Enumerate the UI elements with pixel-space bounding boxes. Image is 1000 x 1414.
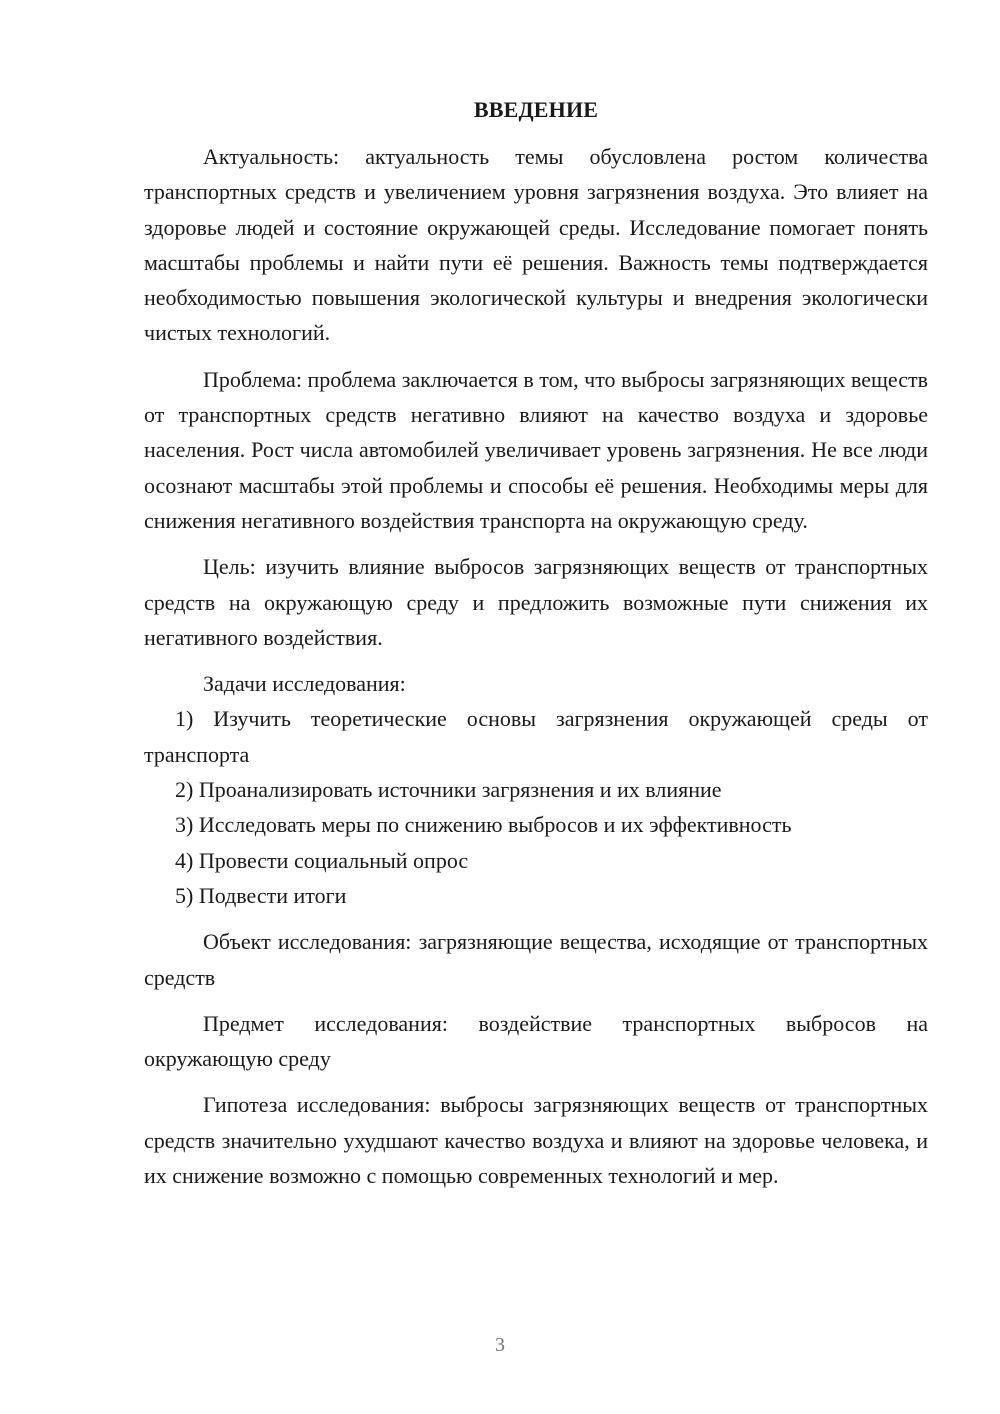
document-page: [144, 92, 928, 1193]
tasks-heading: Задачи исследования:: [203, 671, 406, 697]
tasks-list: [144, 701, 928, 913]
relevance-paragraph: Актуальность: актуальность темы обусловлена ростом количества транспортных средств и увеличением уровня загрязнения воздуха. Это влияет на здоровье людей и состояние окружающей среды. Исследование помогает понять масштабы проблемы и найти пути её решения. Важность темы подтверждается необходимостью повышения экологической культуры и внедрения экологически чистых технологий.: [144, 144, 928, 346]
list-item: 1) Изучить теоретические основы загрязнения окружающей среды от транспорта: [144, 706, 928, 767]
goal-paragraph: Цель: изучить влияние выбросов загрязняющих веществ от транспортных средств на окружающую среду и предложить возможные пути снижения их негативного воздействия.: [144, 554, 928, 650]
list-item: 5) Подвести итоги: [175, 882, 347, 908]
list-item: 4) Провести социальный опрос: [175, 847, 469, 873]
subject-paragraph: Предмет исследования: воздействие транспортных выбросов на окружающую среду: [144, 1010, 928, 1072]
list-item: 2) Проанализировать источники загрязнения и их влияние: [175, 777, 722, 803]
problem-paragraph: Проблема: проблема заключается в том, что выбросы загрязняющих веществ от транспортных средств негативно влияют на качество воздуха и здоровье населения. Рост числа автомобилей увеличивает уровень загрязнения. Не все люди осознают масштабы этой проблемы и способы её решения. Необходимы меры для снижения негативного воздействия транспорта на окружающую среду.: [144, 366, 928, 533]
list-item: 3) Исследовать меры по снижению выбросов и их эффективность: [175, 812, 792, 838]
hypothesis-paragraph: Гипотеза исследования: выбросы загрязняющих веществ от транспортных средств значительно ухудшают качество воздуха и влияют на здоровье человека, и их снижение возможно с помощью современных технологий и мер.: [144, 1092, 928, 1189]
object-paragraph: Объект исследования: загрязняющие вещества, исходящие от транспортных средств: [144, 929, 928, 990]
page-number: 3: [495, 1334, 505, 1356]
section-title: ВВЕДЕНИЕ: [473, 97, 599, 122]
